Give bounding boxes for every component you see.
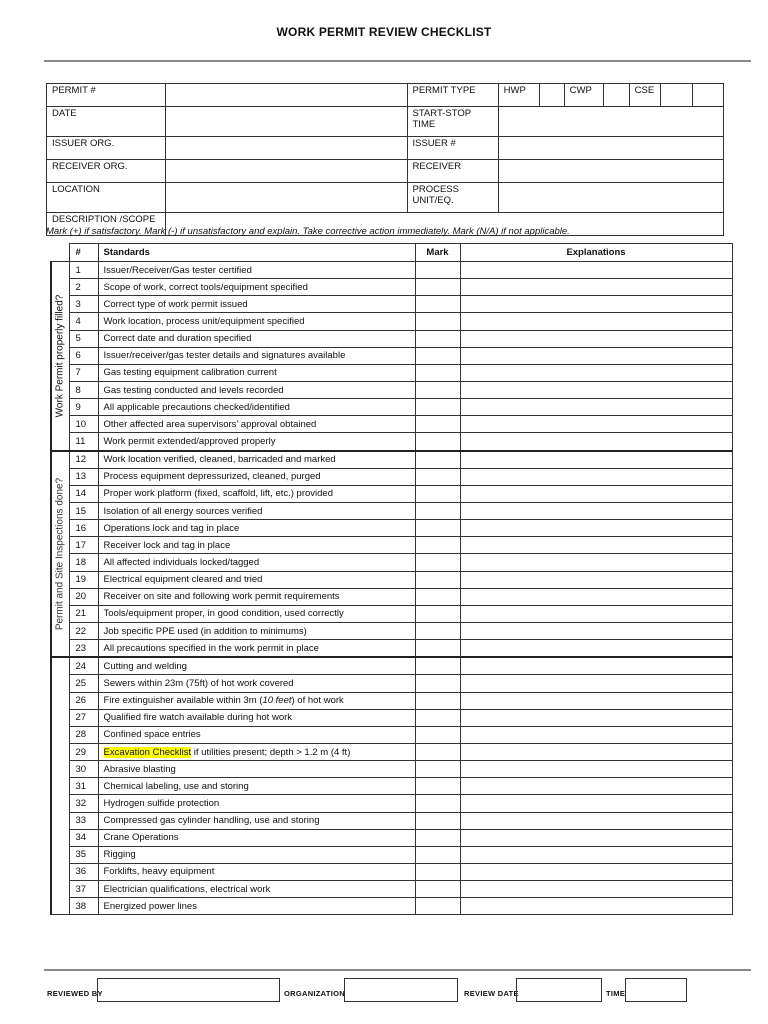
excavation-checklist-highlight: Excavation Checklist (103, 746, 192, 758)
checklist-row (51, 468, 732, 485)
checklist-row (51, 262, 732, 279)
explanation-cell[interactable] (460, 347, 732, 364)
explanation-cell[interactable] (460, 640, 732, 658)
explanation-cell[interactable] (460, 743, 732, 760)
checklist-row (51, 709, 732, 726)
item-text: All applicable precautions checked/identified (103, 401, 290, 413)
issuer-no-label: ISSUER # (407, 137, 498, 160)
issuer-org-label: ISSUER ORG. (47, 137, 166, 160)
explanation-cell[interactable] (460, 485, 732, 502)
checklist-row (51, 554, 732, 571)
item-number: 12 (69, 451, 98, 469)
mark-cell[interactable] (415, 571, 460, 588)
checklist-table (50, 243, 733, 915)
mark-cell[interactable] (415, 262, 460, 279)
mark-cell[interactable] (415, 846, 460, 863)
mark-cell[interactable] (415, 451, 460, 469)
item-text: ) of hot work (291, 695, 344, 707)
checklist-row (51, 605, 732, 622)
group-header-blank (51, 244, 69, 262)
item-text: Abrasive blasting (103, 763, 176, 775)
item-text: Isolation of all energy sources verified (103, 505, 263, 517)
group-cell (51, 657, 69, 915)
mark-cell[interactable] (415, 588, 460, 605)
checklist-row (51, 898, 732, 915)
item-standard (98, 485, 415, 502)
item-standard (98, 881, 415, 898)
mark-cell[interactable] (415, 898, 460, 915)
issuer-org-field[interactable] (166, 137, 407, 160)
checklist-row (51, 451, 732, 469)
item-standard (98, 829, 415, 846)
item-text: Proper work platform (fixed, scaffold, lift, etc.) provided (103, 488, 333, 500)
item-standard (98, 605, 415, 622)
reviewed-by-field[interactable] (97, 978, 280, 1002)
item-number: 5 (69, 330, 98, 347)
explanation-cell[interactable] (460, 399, 732, 416)
explanation-cell[interactable] (460, 622, 732, 639)
explanation-cell[interactable] (460, 262, 732, 279)
item-number: 29 (69, 743, 98, 760)
page-title: WORK PERMIT REVIEW CHECKLIST (276, 25, 492, 39)
item-text: All affected individuals locked/tagged (103, 556, 260, 568)
explanation-cell[interactable] (460, 829, 732, 846)
item-text: Confined space entries (103, 729, 201, 741)
item-standard (98, 675, 415, 692)
item-standard (98, 640, 415, 658)
explanation-cell[interactable] (460, 795, 732, 812)
item-standard (98, 347, 415, 364)
checklist-row (51, 416, 732, 433)
location-label: LOCATION (47, 183, 166, 213)
checklist-row (51, 399, 732, 416)
item-number: 4 (69, 313, 98, 330)
explanation-cell[interactable] (460, 588, 732, 605)
receiver-field[interactable] (498, 160, 723, 183)
col-standards-header: Standards (98, 244, 415, 262)
item-number: 37 (69, 881, 98, 898)
item-standard (98, 399, 415, 416)
checklist-row (51, 640, 732, 658)
item-standard (98, 588, 415, 605)
explanation-cell[interactable] (460, 313, 732, 330)
explanation-cell[interactable] (460, 296, 732, 313)
item-standard (98, 554, 415, 571)
explanation-cell[interactable] (460, 537, 732, 554)
item-text: Receiver on site and following work permit requirements (103, 591, 340, 603)
item-standard (98, 381, 415, 398)
item-standard (98, 520, 415, 537)
mark-cell[interactable] (415, 829, 460, 846)
instruction-note: Mark (+) if satisfactory. Mark (-) if unsatisfactory and explain. Take corrective action immediately. Mark (N/A) if not applicable. (46, 226, 570, 237)
item-text: Crane Operations (103, 832, 179, 844)
mark-cell[interactable] (415, 502, 460, 519)
item-standard (98, 726, 415, 743)
item-standard (98, 262, 415, 279)
item-number: 22 (69, 622, 98, 639)
checklist-row (51, 347, 732, 364)
item-number: 19 (69, 571, 98, 588)
item-text: Scope of work, correct tools/equipment specified (103, 281, 308, 293)
type-cse-label: CSE (629, 84, 660, 107)
mark-cell[interactable] (415, 795, 460, 812)
bottom-divider (44, 969, 751, 971)
time-label: TIME (606, 989, 626, 998)
item-number: 13 (69, 468, 98, 485)
date-label: DATE (47, 107, 166, 137)
explanation-cell[interactable] (460, 330, 732, 347)
checklist-row (51, 657, 732, 675)
item-number: 6 (69, 347, 98, 364)
mark-cell[interactable] (415, 657, 460, 675)
item-number: 14 (69, 485, 98, 502)
mark-cell[interactable] (415, 726, 460, 743)
mark-cell[interactable] (415, 364, 460, 381)
item-standard (98, 622, 415, 639)
item-text: Work permit extended/approved properly (103, 435, 276, 447)
item-number: 28 (69, 726, 98, 743)
group-label-permit-filled: Work Permit properly filled? (54, 294, 66, 418)
item-number: 8 (69, 381, 98, 398)
item-number: 23 (69, 640, 98, 658)
checklist-row (51, 279, 732, 296)
col-mark-header: Mark (415, 244, 460, 262)
item-standard (98, 692, 415, 709)
item-text: Sewers within 23m (75ft) of hot work covered (103, 677, 294, 689)
checklist-row (51, 863, 732, 880)
type-extra-cell[interactable] (692, 84, 724, 107)
group-cell (51, 262, 69, 451)
checklist-row (51, 364, 732, 381)
permit-type-label: PERMIT TYPE (407, 84, 498, 107)
item-standard (98, 571, 415, 588)
item-standard (98, 279, 415, 296)
checklist-row (51, 761, 732, 778)
explanation-cell[interactable] (460, 502, 732, 519)
review-date-label: REVIEW DATE (464, 989, 519, 998)
item-number: 32 (69, 795, 98, 812)
explanation-cell[interactable] (460, 571, 732, 588)
checklist-row (51, 313, 732, 330)
mark-cell[interactable] (415, 330, 460, 347)
mark-cell[interactable] (415, 381, 460, 398)
item-text: Issuer/Receiver/Gas tester certified (103, 264, 252, 276)
item-standard (98, 433, 415, 451)
item-standard (98, 846, 415, 863)
col-num-header: # (69, 244, 98, 262)
checklist-row (51, 675, 732, 692)
mark-cell[interactable] (415, 313, 460, 330)
item-text: Electrician qualifications, electrical work (103, 883, 271, 895)
item-text: Job specific PPE used (in addition to minimums) (103, 625, 307, 637)
checklist-row (51, 520, 732, 537)
item-number: 18 (69, 554, 98, 571)
item-text: Other affected area supervisors’ approval obtained (103, 418, 317, 430)
checklist-row (51, 502, 732, 519)
checklist-row (51, 588, 732, 605)
organization-label: ORGANIZATION (284, 989, 345, 998)
time-field[interactable] (625, 978, 687, 1002)
item-text: Correct date and duration specified (103, 333, 252, 345)
checklist-row (51, 726, 732, 743)
item-text: Work location verified, cleaned, barricaded and marked (103, 454, 336, 466)
item-number: 20 (69, 588, 98, 605)
mark-cell[interactable] (415, 743, 460, 760)
top-divider (44, 60, 751, 62)
item-text: Process equipment depressurized, cleaned, purged (103, 471, 321, 483)
item-number: 9 (69, 399, 98, 416)
item-text: Qualified fire watch available during hot work (103, 712, 293, 724)
issuer-no-field[interactable] (498, 137, 723, 160)
checklist-row (51, 795, 732, 812)
item-standard (98, 743, 415, 760)
mark-cell[interactable] (415, 296, 460, 313)
item-standard (98, 364, 415, 381)
checklist-row (51, 381, 732, 398)
mark-cell[interactable] (415, 605, 460, 622)
explanation-cell[interactable] (460, 812, 732, 829)
type-hwp-checkbox[interactable] (539, 84, 564, 107)
start-stop-label: START-STOP TIME (407, 107, 498, 137)
item-number: 24 (69, 657, 98, 675)
col-explanations-header: Explanations (460, 244, 732, 262)
item-number: 36 (69, 863, 98, 880)
mark-cell[interactable] (415, 640, 460, 658)
permit-no-label: PERMIT # (47, 84, 166, 107)
process-unit-field[interactable] (498, 183, 723, 213)
item-number: 35 (69, 846, 98, 863)
checklist-row (51, 778, 732, 795)
checklist-row (51, 571, 732, 588)
item-standard (98, 778, 415, 795)
item-standard (98, 761, 415, 778)
item-number: 38 (69, 898, 98, 915)
item-text: Operations lock and tag in place (103, 522, 240, 534)
item-standard (98, 812, 415, 829)
mark-cell[interactable] (415, 812, 460, 829)
type-cwp-label: CWP (564, 84, 604, 107)
mark-cell[interactable] (415, 520, 460, 537)
explanation-cell[interactable] (460, 881, 732, 898)
item-standard (98, 537, 415, 554)
permit-no-field[interactable] (166, 84, 407, 107)
item-text: Rigging (103, 849, 136, 861)
checklist-row (51, 622, 732, 639)
type-cwp-checkbox[interactable] (604, 84, 629, 107)
item-number: 7 (69, 364, 98, 381)
item-text: Electrical equipment cleared and tried (103, 574, 263, 586)
item-standard (98, 657, 415, 675)
item-standard (98, 451, 415, 469)
checklist-row (51, 296, 732, 313)
checklist-row (51, 537, 732, 554)
explanation-cell[interactable] (460, 520, 732, 537)
item-text: Cutting and welding (103, 660, 187, 672)
item-text: Receiver lock and tag in place (103, 539, 231, 551)
mark-cell[interactable] (415, 622, 460, 639)
mark-cell[interactable] (415, 279, 460, 296)
item-standard (98, 313, 415, 330)
checklist-row (51, 829, 732, 846)
item-text: if utilities present; depth > 1.2 m (4 ft) (191, 746, 351, 758)
mark-cell[interactable] (415, 416, 460, 433)
mark-cell[interactable] (415, 761, 460, 778)
item-standard (98, 416, 415, 433)
item-number: 17 (69, 537, 98, 554)
item-text: Tools/equipment proper, in good condition, used correctly (103, 608, 344, 620)
item-standard (98, 795, 415, 812)
mark-cell[interactable] (415, 554, 460, 571)
explanation-cell[interactable] (460, 433, 732, 451)
item-standard (98, 502, 415, 519)
item-number: 21 (69, 605, 98, 622)
item-standard (98, 709, 415, 726)
explanation-cell[interactable] (460, 554, 732, 571)
explanation-cell[interactable] (460, 416, 732, 433)
mark-cell[interactable] (415, 537, 460, 554)
explanation-cell[interactable] (460, 675, 732, 692)
item-number: 27 (69, 709, 98, 726)
explanation-cell[interactable] (460, 692, 732, 709)
process-unit-label: PROCESS UNIT/EQ. (407, 183, 498, 213)
organization-field[interactable] (344, 978, 458, 1002)
type-cse-checkbox[interactable] (661, 84, 692, 107)
type-hwp-label: HWP (498, 84, 539, 107)
item-text: Forklifts, heavy equipment (103, 866, 215, 878)
explanation-cell[interactable] (460, 605, 732, 622)
checklist-row (51, 743, 732, 760)
review-date-field[interactable] (516, 978, 602, 1002)
checklist-row (51, 812, 732, 829)
explanation-cell[interactable] (460, 709, 732, 726)
group-cell (51, 451, 69, 658)
item-number: 2 (69, 279, 98, 296)
checklist-row (51, 330, 732, 347)
location-field[interactable] (166, 183, 407, 213)
item-text: Energized power lines (103, 900, 197, 912)
permit-header-table (46, 83, 724, 236)
date-field[interactable] (166, 107, 407, 137)
item-number: 25 (69, 675, 98, 692)
item-text: Gas testing equipment calibration current (103, 367, 277, 379)
item-number: 1 (69, 262, 98, 279)
item-text: Hydrogen sulfide protection (103, 797, 220, 809)
explanation-cell[interactable] (460, 279, 732, 296)
explanation-cell[interactable] (460, 898, 732, 915)
receiver-org-field[interactable] (166, 160, 407, 183)
item-text: Work location, process unit/equipment specified (103, 315, 305, 327)
item-number: 16 (69, 520, 98, 537)
group-label-site-inspection: Permit and Site Inspections done? (54, 477, 66, 631)
item-number: 26 (69, 692, 98, 709)
explanation-cell[interactable] (460, 468, 732, 485)
checklist-row (51, 433, 732, 451)
mark-cell[interactable] (415, 399, 460, 416)
item-standard (98, 330, 415, 347)
explanation-cell[interactable] (460, 761, 732, 778)
start-stop-field[interactable] (498, 107, 723, 137)
reviewed-by-label: REVIEWED BY (47, 989, 103, 998)
item-number: 30 (69, 761, 98, 778)
review-footer (44, 978, 751, 1006)
checklist-row (51, 846, 732, 863)
mark-cell[interactable] (415, 692, 460, 709)
mark-cell[interactable] (415, 468, 460, 485)
item-standard (98, 296, 415, 313)
checklist-row (51, 692, 732, 709)
item-number: 11 (69, 433, 98, 451)
item-number: 3 (69, 296, 98, 313)
item-text: Correct type of work permit issued (103, 298, 248, 310)
item-text: Gas testing conducted and levels recorded (103, 384, 284, 396)
item-standard (98, 468, 415, 485)
item-number: 10 (69, 416, 98, 433)
item-number: 34 (69, 829, 98, 846)
explanation-cell[interactable] (460, 364, 732, 381)
item-number: 15 (69, 502, 98, 519)
item-text: All precautions specified in the work permit in place (103, 642, 319, 654)
explanation-cell[interactable] (460, 846, 732, 863)
mark-cell[interactable] (415, 863, 460, 880)
explanation-cell[interactable] (460, 778, 732, 795)
mark-cell[interactable] (415, 881, 460, 898)
item-standard (98, 863, 415, 880)
mark-cell[interactable] (415, 778, 460, 795)
item-text: Fire extinguisher available within 3m ( (103, 695, 263, 707)
receiver-label: RECEIVER (407, 160, 498, 183)
item-text: Compressed gas cylinder handling, use and storing (103, 815, 320, 827)
mark-cell[interactable] (415, 347, 460, 364)
item-text: 10 feet (262, 695, 292, 707)
item-number: 33 (69, 812, 98, 829)
item-text: Chemical labeling, use and storing (103, 780, 249, 792)
item-number: 31 (69, 778, 98, 795)
mark-cell[interactable] (415, 675, 460, 692)
receiver-org-label: RECEIVER ORG. (47, 160, 166, 183)
description-label: DESCRIPTION /SCOPE (47, 213, 166, 236)
checklist-row (51, 881, 732, 898)
mark-cell[interactable] (415, 433, 460, 451)
checklist-row (51, 485, 732, 502)
explanation-cell[interactable] (460, 726, 732, 743)
explanation-cell[interactable] (460, 657, 732, 675)
mark-cell[interactable] (415, 709, 460, 726)
mark-cell[interactable] (415, 485, 460, 502)
explanation-cell[interactable] (460, 451, 732, 469)
item-standard (98, 898, 415, 915)
explanation-cell[interactable] (460, 381, 732, 398)
item-text: Issuer/receiver/gas tester details and signatures available (103, 350, 346, 362)
explanation-cell[interactable] (460, 863, 732, 880)
